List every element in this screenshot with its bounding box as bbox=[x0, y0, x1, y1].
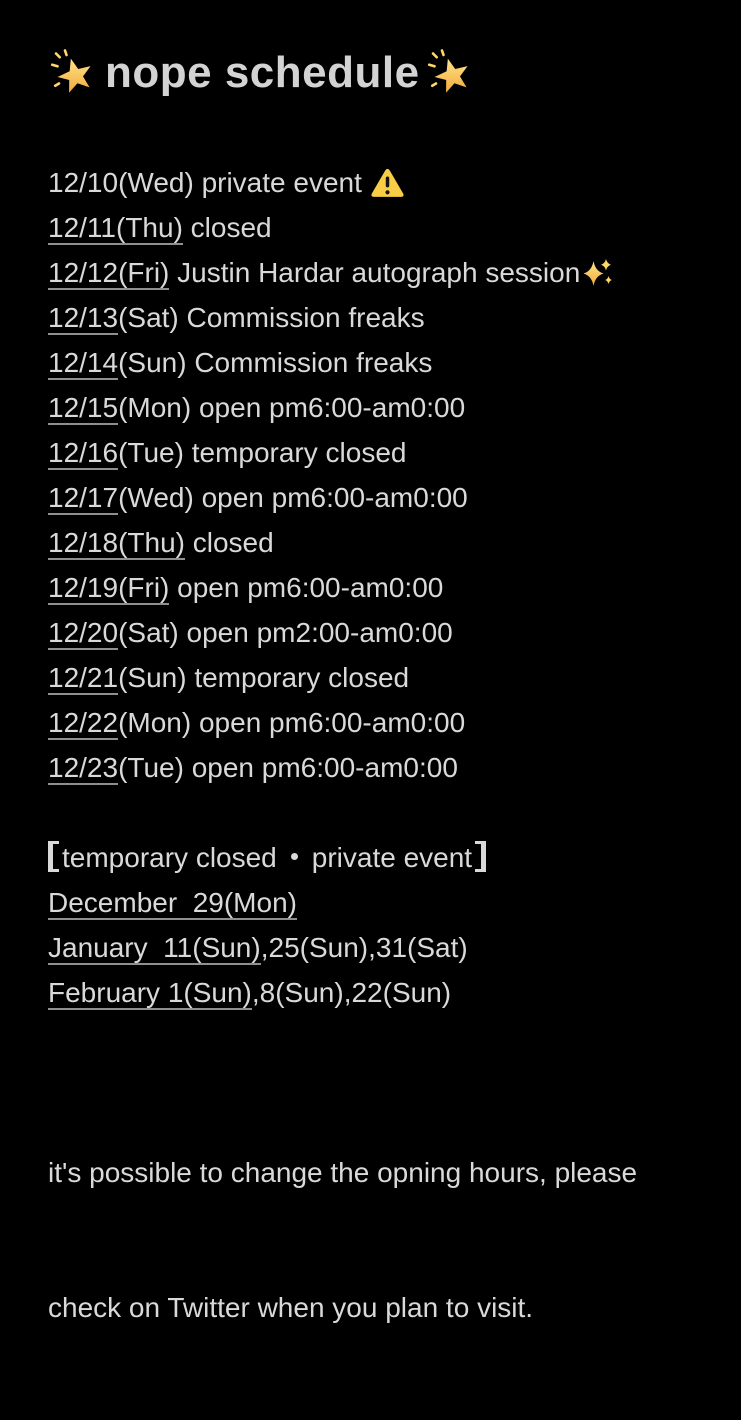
schedule-row bbox=[48, 385, 741, 430]
event-text: (Sun) temporary closed bbox=[118, 662, 410, 693]
event-text: closed bbox=[182, 212, 272, 243]
glowing-star-icon bbox=[50, 49, 98, 97]
middle-dot-separator bbox=[291, 853, 298, 860]
schedule-row bbox=[48, 160, 741, 205]
closed-date-text: ,25(Sun),31(Sat) bbox=[260, 932, 468, 963]
page-title-text: nope schedule bbox=[105, 48, 420, 97]
left-lenticular-bracket bbox=[48, 841, 59, 872]
schedule-image-root bbox=[0, 46, 741, 1323]
schedule-row bbox=[48, 610, 741, 655]
page-title bbox=[50, 46, 741, 100]
closed-date-text: ,8(Sun),22(Sun) bbox=[251, 977, 452, 1008]
event-text: (Tue) temporary closed bbox=[118, 437, 407, 468]
schedule-row bbox=[48, 340, 741, 385]
date-link[interactable]: 12/12(Fri) bbox=[48, 257, 170, 288]
event-text: (Mon) open pm6:00-am0:00 bbox=[118, 392, 466, 423]
date-link[interactable]: 12/16 bbox=[48, 437, 119, 468]
event-text: 12/10(Wed) private event bbox=[48, 167, 362, 198]
event-text: closed bbox=[184, 527, 274, 558]
date-link[interactable]: 12/15 bbox=[48, 392, 119, 423]
date-link[interactable]: 12/13 bbox=[48, 302, 119, 333]
date-link[interactable]: 12/21 bbox=[48, 662, 119, 693]
date-link[interactable]: 12/23 bbox=[48, 752, 119, 783]
footer-note bbox=[48, 1060, 701, 1420]
date-link[interactable]: 12/18(Thu) bbox=[48, 527, 185, 558]
event-text: (Sun) Commission freaks bbox=[118, 347, 433, 378]
schedule-row bbox=[48, 430, 741, 475]
event-text: open pm6:00-am0:00 bbox=[169, 572, 444, 603]
date-link[interactable]: 12/20 bbox=[48, 617, 119, 648]
closed-date-row bbox=[48, 970, 741, 1015]
right-lenticular-bracket bbox=[475, 841, 486, 872]
date-link[interactable]: 12/22 bbox=[48, 707, 119, 738]
date-link[interactable]: 12/14 bbox=[48, 347, 119, 378]
closed-header-right: private event bbox=[311, 842, 473, 873]
schedule-list bbox=[48, 160, 741, 790]
event-text: (Sat) open pm2:00-am0:00 bbox=[118, 617, 453, 648]
date-link[interactable]: January 11(Sun) bbox=[48, 932, 261, 963]
event-text: (Wed) open pm6:00-am0:00 bbox=[118, 482, 468, 513]
schedule-row bbox=[48, 295, 741, 340]
schedule-row bbox=[48, 565, 741, 610]
closed-dates-section bbox=[48, 835, 741, 1015]
date-link[interactable]: 12/17 bbox=[48, 482, 119, 513]
date-link[interactable]: December 29(Mon) bbox=[48, 887, 297, 918]
glowing-star-icon bbox=[427, 49, 475, 97]
date-link[interactable]: 12/19(Fri) bbox=[48, 572, 170, 603]
sparkles-icon bbox=[582, 257, 614, 302]
schedule-row bbox=[48, 700, 741, 745]
footer-note-line1: it's possible to change the opning hours, please bbox=[48, 1157, 638, 1188]
event-text: (Mon) open pm6:00-am0:00 bbox=[118, 707, 466, 738]
footer-note-line2: check on Twitter when you plan to visit. bbox=[48, 1292, 534, 1323]
closed-section-header bbox=[48, 835, 741, 880]
closed-header-left: temporary closed bbox=[62, 842, 277, 873]
schedule-row bbox=[48, 250, 741, 295]
schedule-row bbox=[48, 745, 741, 790]
schedule-row bbox=[48, 475, 741, 520]
date-link[interactable]: February 1(Sun) bbox=[48, 977, 252, 1008]
closed-date-row bbox=[48, 925, 741, 970]
event-text: (Tue) open pm6:00-am0:00 bbox=[118, 752, 458, 783]
event-text: (Sat) Commission freaks bbox=[118, 302, 425, 333]
schedule-row bbox=[48, 520, 741, 565]
date-link[interactable]: 12/11(Thu) bbox=[48, 212, 183, 243]
schedule-row bbox=[48, 655, 741, 700]
event-text: Justin Hardar autograph session bbox=[169, 257, 581, 288]
warning-icon bbox=[370, 167, 405, 212]
closed-date-row bbox=[48, 880, 741, 925]
